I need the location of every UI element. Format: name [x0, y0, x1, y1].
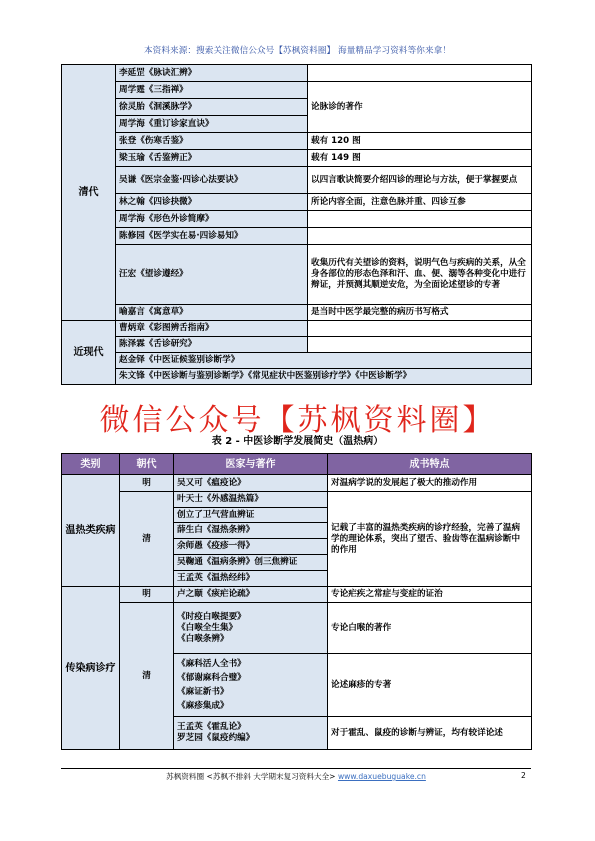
work-line: 《白喉全生集》: [177, 622, 238, 633]
work-cell: 周学霆《三指禅》: [116, 82, 308, 99]
header-category: 类别: [62, 454, 120, 475]
work-cell: 朱文锋《中医诊断与鉴别诊断学》《常见症状中医鉴别诊疗学》《中医诊断学》: [116, 369, 532, 385]
table-row: [62, 369, 532, 385]
work-cell: 喻嘉言《寓意草》: [116, 305, 308, 321]
table-row: [62, 353, 532, 369]
work-line: 王孟英《霍乱论》: [177, 722, 246, 732]
work-cell: 薛生白《湿热条辨》: [174, 523, 328, 539]
work-cell: [174, 654, 328, 717]
footer-link[interactable]: www.daxuebuguake.cn: [337, 772, 426, 781]
table-row: [62, 337, 532, 353]
header-works: 医家与著作: [174, 454, 328, 475]
work-cell: 吴鞠通《温病条辨》创三焦辨证: [174, 555, 328, 571]
work-cell: 张登《伤寒舌鉴》: [116, 133, 308, 150]
work-cell: 林之翰《四诊抉微》: [116, 194, 308, 211]
work-line: 《麻疹集成》: [177, 701, 229, 711]
table-row: [62, 603, 532, 654]
table-row: [62, 587, 532, 603]
work-cell: 叶天士《外感温热篇》: [174, 492, 328, 508]
note-cell: [308, 321, 532, 337]
category-cell: 温热类疾病: [62, 475, 120, 587]
table-row: [62, 475, 532, 492]
table-row: [62, 492, 532, 508]
work-cell: 周学海《重订诊家直诀》: [116, 116, 308, 133]
table-row: [62, 65, 532, 82]
work-cell: 卢之颐《痎疟论疏》: [174, 587, 328, 603]
work-cell: [174, 603, 328, 654]
work-cell: 梁玉瑜《舌鉴辨正》: [116, 150, 308, 167]
header-dynasty: 朝代: [120, 454, 174, 475]
note-cell: [308, 65, 532, 82]
header-features: 成书特点: [328, 454, 532, 475]
work-cell: [174, 717, 328, 750]
work-cell: 曹炳章《彩图辨舌指南》: [116, 321, 308, 337]
note-cell: 对于霍乱、鼠疫的诊断与辨证，均有较详论述: [328, 717, 532, 750]
footer-divider: [61, 768, 531, 769]
table-row: [62, 82, 532, 99]
dynasty-cell: 清: [120, 492, 174, 587]
work-line: 《麻证新书》: [177, 687, 229, 697]
note-cell: [308, 228, 532, 245]
category-cell: 传染病诊疗: [62, 587, 120, 750]
table-row: [62, 150, 532, 167]
table-row: [62, 194, 532, 211]
note-cell: 是当时中医学最完整的病历书写格式: [308, 305, 532, 321]
note-cell: 收集历代有关望诊的资料，说明气色与疾病的关系，从全身各部位的形态色泽和汗、血、便、溺等各种变化中进行辩证，并预测其顺逆安危，为全面论述望诊的专著: [308, 245, 532, 305]
watermark: 微信公众号【苏枫资料圈】: [99, 403, 496, 438]
note-cell: 论脉诊的著作: [308, 82, 532, 133]
work-cell: 王孟英《温热经纬》: [174, 571, 328, 587]
wenre-history-table: [61, 453, 532, 750]
work-line: 《郁谢麻科合璧》: [177, 673, 246, 683]
work-cell: 徐灵胎《洄溪脉学》: [116, 99, 308, 116]
dynasty-cell: 明: [120, 475, 174, 492]
table-caption: 表 2 - 中医诊断学发展简史（温热病）: [211, 436, 384, 447]
note-cell: 载有 120 图: [308, 133, 532, 150]
work-cell: 汪宏《望诊遵经》: [116, 245, 308, 305]
note-cell: 对温病学说的发展起了极大的推动作用: [328, 475, 532, 492]
work-line: 《麻科活人全书》: [177, 659, 246, 669]
top-banner: 本资料来源：搜索关注微信公众号【苏枫资料圈】 海量精品学习资料等你来拿！: [143, 46, 452, 56]
work-cell: 周学海《形色外诊简摩》: [116, 211, 308, 228]
table-row: [62, 321, 532, 337]
dynasty-cell: 明: [120, 587, 174, 603]
footer: [61, 771, 531, 782]
note-cell: 专论白喉的著作: [328, 603, 532, 654]
work-cell: 吴又可《瘟疫论》: [174, 475, 328, 492]
table-row: [62, 228, 532, 245]
note-cell: 以四言歌诀简要介绍四诊的理论与方法，便于掌握要点: [308, 167, 532, 194]
work-line: 《白喉条辨》: [177, 633, 229, 644]
table-row: [62, 305, 532, 321]
history-table-continued: [61, 64, 532, 385]
header-row: [62, 454, 532, 475]
note-cell: 专论疟疾之常症与变症的证治: [328, 587, 532, 603]
note-cell: [308, 211, 532, 228]
work-cell: 陈泽霖《舌诊研究》: [116, 337, 308, 353]
work-cell: 余师愚《疫疹一得》: [174, 539, 328, 555]
table-row: [62, 211, 532, 228]
era-cell: 清代: [62, 65, 116, 321]
work-cell: 创立了卫气营血辨证: [174, 508, 328, 523]
note-cell: 载有 149 图: [308, 150, 532, 167]
work-cell: 李延罡《脉诀汇辨》: [116, 65, 308, 82]
work-cell: 吴谦《医宗金鉴·四诊心法要诀》: [116, 167, 308, 194]
note-cell: [308, 337, 532, 353]
era-cell: 近现代: [62, 321, 116, 385]
work-line: 罗芝园《鼠疫约编》: [177, 733, 255, 743]
work-line: 《时疫白喉提要》: [177, 611, 246, 622]
work-cell: 赵金铎《中医证候鉴别诊断学》: [116, 353, 532, 369]
page-number: 2: [521, 771, 526, 780]
table-row: [62, 245, 532, 305]
work-cell: 陈修园《医学实在易·四诊易知》: [116, 228, 308, 245]
table-row: [62, 167, 532, 194]
footer-text: 苏枫资料圈 <苏枫不排斜 大学期末复习资料大全>: [166, 772, 336, 781]
note-cell: 论述麻疹的专著: [328, 654, 532, 717]
note-cell: 记载了丰富的温热类疾病的诊疗经验，完善了温病学的理论体系，突出了望舌、验齿等在温病诊断中的作用: [328, 492, 532, 587]
table-row: [62, 133, 532, 150]
dynasty-cell: 清: [120, 603, 174, 750]
note-cell: 所论内容全面，注意色脉并重、四诊互参: [308, 194, 532, 211]
